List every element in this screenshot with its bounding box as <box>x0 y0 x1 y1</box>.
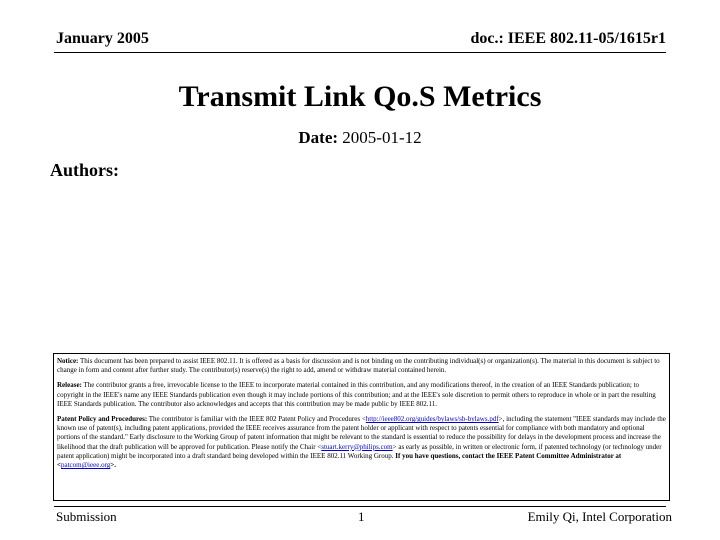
date-line <box>0 128 720 148</box>
authors-label: Authors: <box>50 160 120 180</box>
header-date: January 2005 <box>56 30 149 47</box>
patent-text-1: The contributor is familiar with the IEEE 802 Patent Policy and Procedures < <box>147 415 366 424</box>
footer-rule <box>54 506 666 507</box>
patent-end: >. <box>110 461 117 470</box>
patent-questions: If you have questions, contact the IEEE Patent Committee Administrator at < <box>57 451 622 470</box>
chair-email-link[interactable]: stuart.kerry@philips.com <box>321 442 393 451</box>
notice-paragraph <box>57 357 666 375</box>
notice-box <box>53 353 670 501</box>
header-doc-id: doc.: IEEE 802.11-05/1615r1 <box>470 30 666 47</box>
patent-text-2: >, including the statement "IEEE standards may include the known use of patent(s), including patent applications, provided the IEEE receives assurance from the patent holder or applicant with respect to patents essential for compliance with both mandatory and optional portions of the standard." Early disclosure to the Working Group of patent information that might be relevant to the standard is essential to reduce the possibility for delays in the development process and increase the likelihood that the draft publication will be approved for publication. Please notify the Chair < <box>57 415 666 451</box>
release-lead: Release: <box>57 381 82 390</box>
release-paragraph <box>57 381 666 409</box>
footer-author: Emily Qi, Intel Corporation <box>527 509 672 524</box>
header-rule <box>54 52 666 53</box>
date-label: Date: <box>298 128 339 147</box>
patcom-email-link[interactable]: patcom@ieee.org <box>61 461 111 470</box>
notice-lead: Notice: <box>57 357 79 365</box>
patent-text-3: > as early as possible, in written or electronic form, if patented technology (or technology under patent application) might be incorporated into a draft standard being developed within the IEEE 802.11 Working Group. <box>57 442 662 460</box>
footer-page-number: 1 <box>358 509 365 524</box>
footer-submission: Submission <box>56 509 117 524</box>
patent-paragraph <box>57 415 666 470</box>
patent-policy-link[interactable]: http://ieee802.org/guides/bylaws/sb-bylaws.pdf <box>365 415 499 424</box>
release-text: The contributor grants a free, irrevocable license to the IEEE to incorporate material contained in this contribution, and any modifications thereof, in the creation of an IEEE Standards publication; to copyright in the IEEE's name any IEEE Standards publication even though it may include portions of this contribution; and at the IEEE's sole discretion to permit others to reproduce in whole or in part the resulting IEEE Standards publication. The contributor also acknowledges and accepts that this contribution may be made public by IEEE 802.11. <box>57 381 656 408</box>
notice-text: This document has been prepared to assist IEEE 802.11. It is offered as a basis for discussion and is not binding on the contributing individual(s) or organization(s). The material in this document is subject to change in form and content after further study. The contributor(s) reserve(s) the right to add, amend or withdraw material contained herein. <box>57 357 660 375</box>
date-value: 2005-01-12 <box>338 128 422 147</box>
slide-title: Transmit Link Qo.S Metrics <box>178 80 542 113</box>
patent-lead: Patent Policy and Procedures: <box>57 415 148 424</box>
